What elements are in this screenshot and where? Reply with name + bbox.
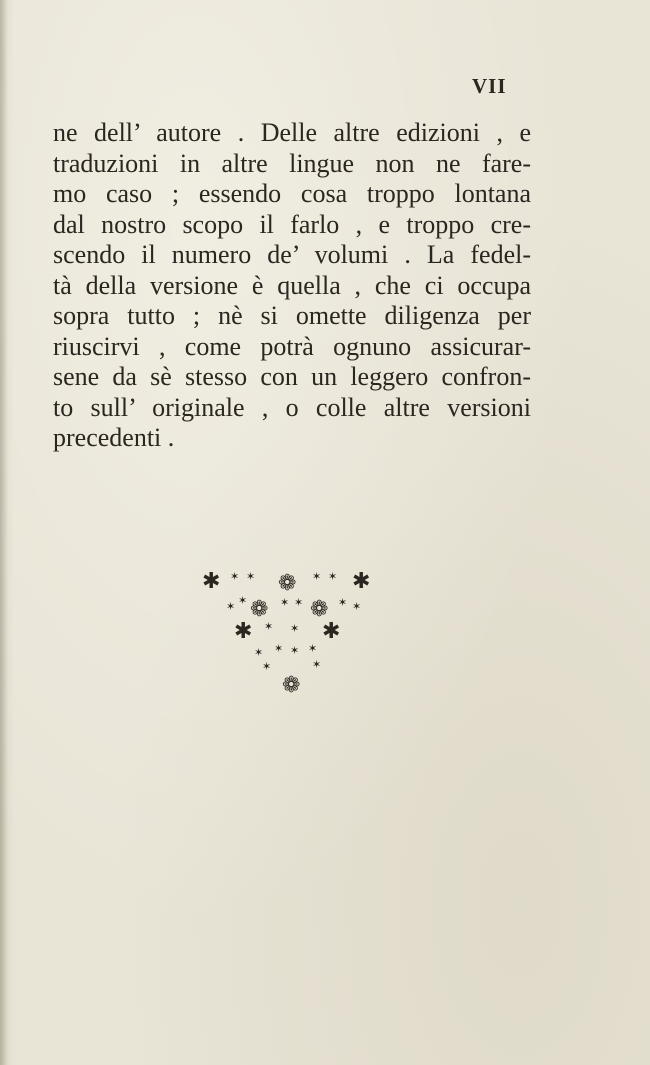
small-star-icon: ✶ — [246, 570, 256, 583]
small-star-icon: ✶ — [262, 660, 272, 673]
small-star-icon: ✶ — [264, 620, 274, 633]
body-text — [53, 118, 531, 454]
fleuron-star-icon: ✱ — [322, 619, 341, 644]
fleuron-star-icon: ✱ — [234, 619, 253, 644]
small-star-icon: ✶ — [238, 594, 248, 607]
small-star-icon: ✶ — [312, 658, 322, 671]
text-line: mo caso ; essendo cosa troppo lontana — [53, 179, 531, 208]
small-star-icon: ✶ — [338, 596, 348, 609]
text-line: ne dell’ autore . Delle altre edizioni , e — [53, 118, 531, 147]
text-line: sopra tutto ; nè si omette diligenza per — [53, 301, 531, 330]
printer-fleuron-ornament-icon — [190, 560, 390, 700]
small-star-icon: ✶ — [352, 600, 362, 613]
text-line: to sull’ originale , o colle altre versioni — [53, 392, 531, 422]
small-star-icon: ✶ — [274, 642, 284, 655]
small-star-icon: ✶ — [308, 642, 318, 655]
rosette-icon: ❁ — [310, 597, 329, 622]
small-star-icon: ✶ — [290, 622, 300, 635]
rosette-icon: ❁ — [282, 673, 301, 698]
small-star-icon: ✶ — [312, 570, 322, 583]
small-star-icon: ✶ — [254, 646, 264, 659]
fleuron-star-icon: ✱ — [202, 569, 221, 594]
small-star-icon: ✶ — [294, 596, 304, 609]
small-star-icon: ✶ — [226, 600, 236, 613]
text-line: sene da sè stesso con un leggero confron- — [53, 362, 531, 391]
small-star-icon: ✶ — [230, 570, 240, 583]
text-line: dal nostro scopo il farlo , e troppo cre- — [53, 209, 531, 239]
rosette-icon: ❁ — [278, 571, 297, 596]
text-line: traduzioni in altre lingue non ne fare- — [53, 148, 531, 178]
text-line: scendo il numero de’ volumi . La fedel- — [53, 240, 531, 269]
fleuron-star-icon: ✱ — [352, 569, 371, 594]
small-star-icon: ✶ — [290, 644, 300, 657]
text-line: tà della versione è quella , che ci occupa — [53, 270, 531, 300]
page-gutter-shadow — [0, 0, 8, 1065]
rosette-icon: ❁ — [250, 597, 269, 622]
page-number: VII — [472, 74, 507, 98]
text-line: riuscirvi , come potrà ognuno assicurar- — [53, 331, 531, 361]
small-star-icon: ✶ — [328, 570, 338, 583]
text-line: precedenti . — [53, 423, 175, 452]
small-star-icon: ✶ — [280, 596, 290, 609]
